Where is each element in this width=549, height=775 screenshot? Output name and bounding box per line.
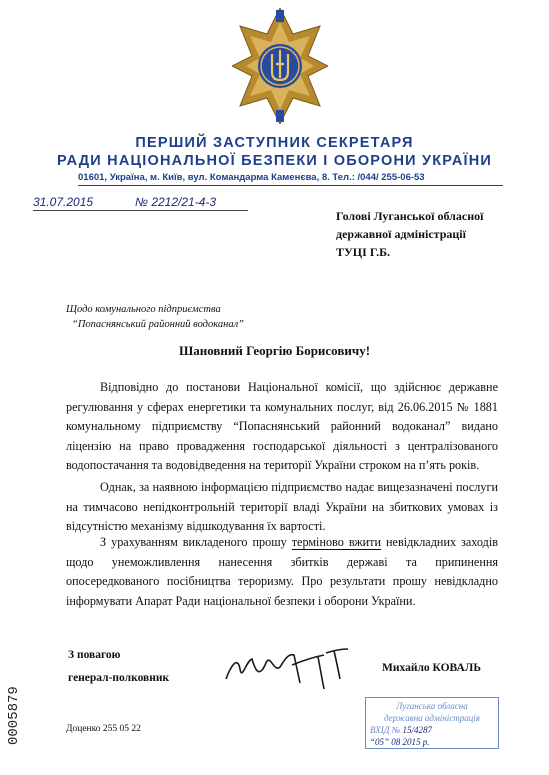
body-paragraph-2: Однак, за наявною інформацією підприємство надає вищезазначені послуги на тимчасово непідконтрольній території владі України на збиткових умовах із відсутністю механізму відшкодування їх вартості. [66,480,498,533]
stamp-number: 15/4287 [402,725,432,735]
body-p3-after: невідкладних заходів щодо унеможливлення нанесення збитків державі та припинення опосередкованого посібництва тероризму. Про результати прошу невідкладно інформувати Апарат Ради національної безпеки і оборони України. [66,535,498,608]
closing-regards: З повагою [68,649,121,661]
header-address: 01601, Україна, м. Київ, вул. Командарма Каменєва, 8. Тел.: /044/ 255-06-53 [78,172,503,186]
incoming-stamp [365,697,499,749]
closing-rank: генерал-полковник [68,672,170,684]
stamp-line1: Луганська обласна [396,701,468,711]
recipient-line3: ТУЦІ Г.Б. [336,245,391,259]
registration-underline [33,210,248,211]
recipient-block [336,207,483,261]
body-p3-underlined: терміново вжити [291,535,382,549]
recipient-line1: Голові Луганської обласної [336,209,484,223]
signer-name: Михайло КОВАЛЬ [382,662,481,674]
registration-number: № 2212/21-4-3 [135,195,217,209]
header-title-line1: ПЕРШИЙ ЗАСТУПНИК СЕКРЕТАРЯ [135,135,414,151]
subject-block [66,302,244,332]
registration-date: 31.07.2015 [33,195,94,209]
subject-line2: “Попаснянський районний водоканал” [72,319,245,330]
body-p3-before: З урахуванням викладеного прошу [100,535,292,549]
serial-number: 0005879 [6,686,22,745]
stamp-line2: державна адміністрація [384,713,480,723]
recipient-line2: державної адміністрації [336,227,466,241]
salutation: Шановний Георгію Борисовичу! [178,343,371,358]
handwritten-signature [222,643,362,693]
nsdc-emblem-icon [232,8,328,124]
header-title-line2: РАДИ НАЦІОНАЛЬНОЇ БЕЗПЕКИ І ОБОРОНИ УКРАЇНИ [56,153,493,169]
closing-block [68,644,169,690]
stamp-line4: “05” 08 2015 р. [370,737,430,747]
stamp-line3 [370,724,494,736]
subject-line1: Щодо комунального підприємства [66,304,221,315]
executor-line: Доценко 255 05 22 [66,724,141,734]
stamp-label: ВХІД № [370,725,401,735]
body-paragraph-1: Відповідно до постанови Національної комісії, що здійснює державне регулювання у сферах енергетики та комунальних послуг, від 26.06.2015 № 1881 комунальному підприємству “Попаснянський районний водоканал” видано ліцензію на право провадження господарської діяльності з централізованого водопостачання та водовідведення на території України строком на п’ять років. [66,380,498,472]
body-paragraph-3 [66,533,498,611]
